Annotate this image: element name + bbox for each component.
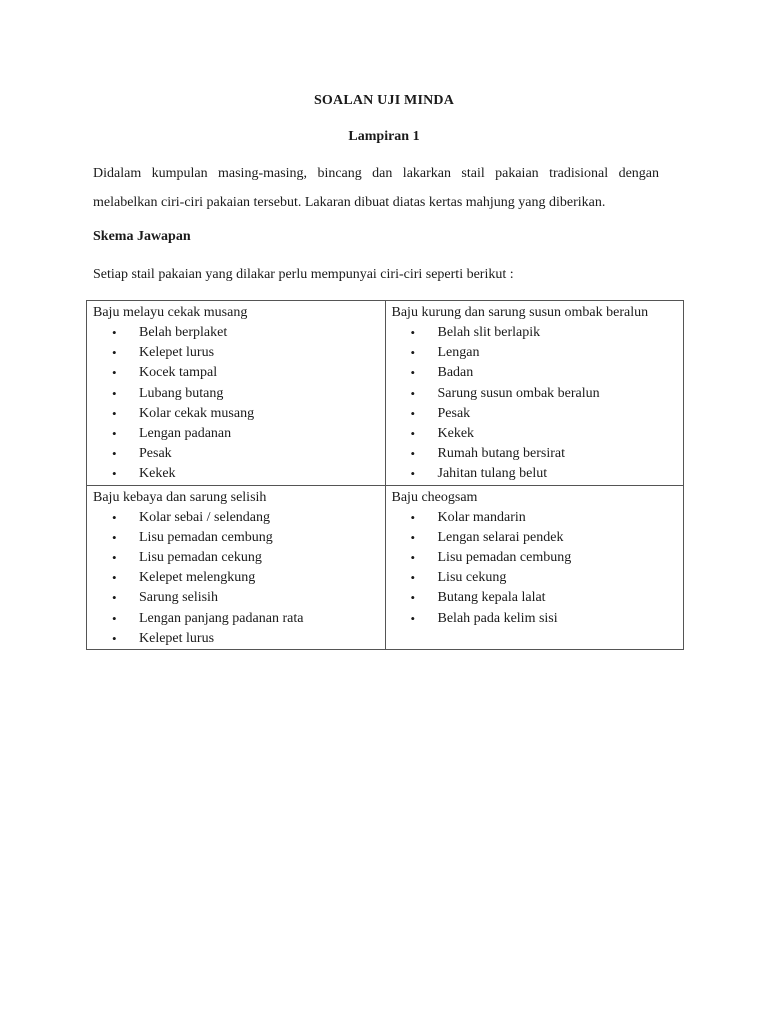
feature-list — [93, 508, 379, 649]
bullet-icon: • — [112, 529, 117, 545]
cell-title: Baju kebaya dan sarung selisih — [93, 489, 267, 505]
bullet-icon: • — [410, 570, 416, 586]
list-item-text: Kolar cekak musang — [139, 405, 255, 421]
list-item — [93, 343, 379, 363]
intro-line-1: Didalam kumpulan masing-masing, bincang dan lakarkan stail pakaian tradisional dengan — [93, 166, 659, 181]
list-item — [392, 424, 678, 444]
bullet-icon: • — [112, 590, 117, 606]
list-item — [93, 609, 379, 629]
bullet-icon: • — [410, 325, 416, 340]
table-cell — [385, 301, 684, 486]
list-item — [93, 508, 379, 528]
bullet-icon: • — [410, 610, 416, 626]
list-item — [93, 588, 379, 608]
list-item-text: Lisu pemadan cekung — [139, 550, 262, 566]
cell-title: Baju melayu cekak musang — [93, 305, 248, 320]
bullet-icon: • — [410, 446, 416, 462]
list-item-text: Kelepet melengkung — [139, 570, 256, 586]
list-item-text: Badan — [437, 365, 474, 381]
bullet-icon: • — [112, 610, 117, 626]
bullet-icon: • — [112, 345, 117, 361]
bullet-icon: • — [410, 405, 416, 421]
list-item-text: Lengan padanan — [139, 426, 232, 442]
document-title: SOALAN UJI MINDA — [313, 93, 455, 108]
list-item-text: Lisu cekung — [437, 570, 507, 586]
bullet-icon: • — [410, 529, 416, 545]
list-item-text: Lengan — [437, 345, 480, 361]
bullet-icon: • — [112, 509, 117, 525]
list-item — [392, 528, 678, 548]
bullet-icon: • — [112, 550, 117, 566]
list-item-text: Kekek — [437, 426, 475, 442]
list-item — [392, 609, 678, 629]
list-item — [392, 588, 678, 608]
list-item — [392, 548, 678, 568]
list-item — [392, 464, 678, 484]
cell-title: Baju kurung dan sarung susun ombak beralun — [391, 305, 649, 320]
bullet-icon: • — [410, 550, 416, 566]
list-item-text: Rumah butang bersirat — [437, 446, 566, 462]
table-cell — [87, 485, 386, 649]
list-item-text: Pesak — [437, 405, 471, 421]
list-item — [392, 404, 678, 424]
list-item-text: Sarung selisih — [139, 590, 218, 606]
list-item — [93, 323, 379, 343]
list-item-text: Belah slit berlapik — [437, 325, 541, 340]
bullet-icon: • — [112, 365, 117, 381]
list-item — [93, 568, 379, 588]
bullet-icon: • — [410, 590, 416, 606]
list-item-text: Lisu pemadan cembung — [139, 529, 273, 545]
table-cell — [385, 485, 684, 649]
list-item-text: Lisu pemadan cembung — [437, 550, 572, 566]
bullet-icon: • — [112, 630, 117, 646]
section-heading: Skema Jawapan — [93, 229, 191, 244]
bullet-icon: • — [410, 426, 416, 442]
list-item — [93, 384, 379, 404]
feature-list — [392, 508, 678, 629]
list-item — [93, 528, 379, 548]
list-item-text: Lengan panjang padanan rata — [139, 610, 304, 626]
list-item — [93, 404, 379, 424]
bullet-icon: • — [410, 509, 416, 525]
bullet-icon: • — [112, 426, 117, 442]
bullet-icon: • — [112, 325, 117, 340]
table-cell — [87, 301, 386, 486]
list-item-text: Kekek — [139, 466, 176, 482]
list-item-text: Sarung susun ombak beralun — [437, 385, 600, 401]
table-row — [87, 301, 684, 486]
bullet-icon: • — [410, 345, 416, 361]
list-item — [392, 568, 678, 588]
list-item-text: Butang kepala lalat — [437, 590, 546, 606]
feature-list — [93, 323, 379, 485]
list-item — [392, 508, 678, 528]
list-item-text: Belah berplaket — [139, 325, 228, 340]
bullet-icon: • — [410, 466, 416, 482]
bullet-icon: • — [112, 446, 117, 462]
list-item-text: Jahitan tulang belut — [437, 466, 548, 482]
bullet-icon: • — [112, 466, 117, 482]
list-item-text: Pesak — [139, 446, 172, 462]
intro-paragraph — [93, 159, 659, 217]
list-item-text: Kelepet lurus — [139, 345, 215, 361]
list-item-text: Kocek tampal — [139, 365, 218, 381]
list-item-text: Kelepet lurus — [139, 630, 215, 646]
list-item — [93, 548, 379, 568]
list-item — [392, 444, 678, 464]
list-item — [93, 464, 379, 484]
list-item — [392, 363, 678, 383]
list-item-text: Kolar mandarin — [437, 509, 526, 525]
list-item — [392, 384, 678, 404]
bullet-icon: • — [410, 385, 416, 401]
list-item-text: Kolar sebai / selendang — [139, 509, 271, 525]
list-item — [93, 444, 379, 464]
bullet-icon: • — [112, 570, 117, 586]
table-row — [87, 485, 684, 649]
list-item-text: Lengan selarai pendek — [437, 529, 564, 545]
list-item — [392, 343, 678, 363]
document-subtitle: Lampiran 1 — [348, 129, 420, 144]
costume-table — [86, 300, 684, 650]
lead-sentence: Setiap stail pakaian yang dilakar perlu mempunyai ciri-ciri seperti berikut : — [93, 267, 514, 282]
bullet-icon: • — [410, 365, 416, 381]
feature-list — [392, 323, 678, 485]
cell-title: Baju cheogsam — [391, 489, 478, 505]
list-item-text: Lubang butang — [139, 385, 224, 401]
bullet-icon: • — [112, 385, 117, 401]
bullet-icon: • — [112, 405, 117, 421]
list-item — [93, 629, 379, 649]
list-item-text: Belah pada kelim sisi — [437, 610, 558, 626]
intro-line-2: melabelkan ciri-ciri pakaian tersebut. Lakaran dibuat diatas kertas mahjung yang diberikan. — [93, 195, 606, 210]
list-item — [93, 363, 379, 383]
list-item — [392, 323, 678, 343]
list-item — [93, 424, 379, 444]
